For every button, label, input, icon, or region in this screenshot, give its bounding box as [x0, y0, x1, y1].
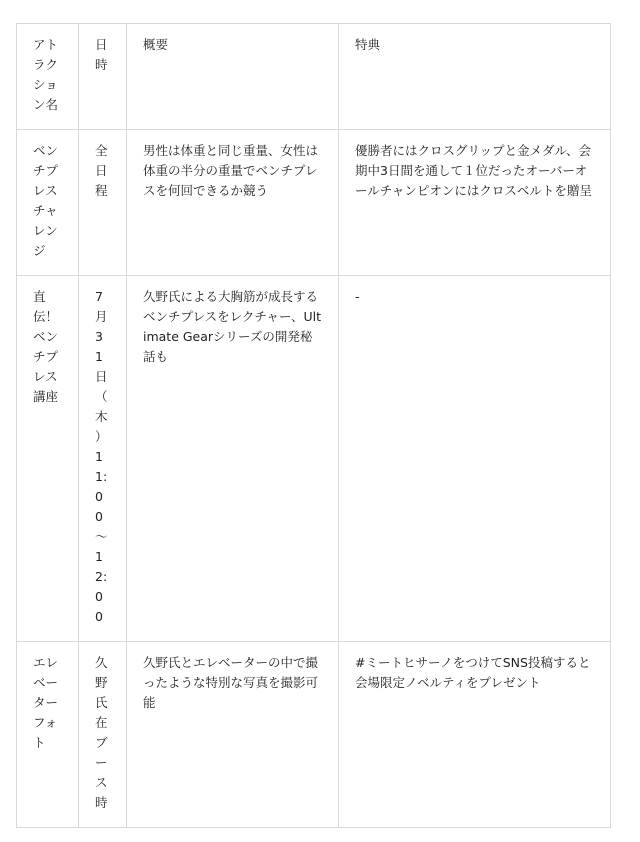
table-row — [17, 276, 611, 642]
datetime-cell: 久野氏在ブース時 — [79, 642, 127, 828]
header-summary: 概要 — [127, 24, 339, 130]
table-header-row — [17, 24, 611, 130]
header-datetime: 日時 — [79, 24, 127, 130]
table-row — [17, 130, 611, 276]
summary-cell: 男性は体重と同じ重量、女性は体重の半分の重量でベンチプレスを何回できるか競う — [127, 130, 339, 276]
perk-cell: #ミートヒサーノをつけてSNS投稿すると会場限定ノベルティをプレゼント — [339, 642, 611, 828]
datetime-cell: 全日程 — [79, 130, 127, 276]
perk-cell: - — [339, 276, 611, 642]
table-row — [17, 642, 611, 828]
perk-cell: 優勝者にはクロスグリップと金メダル、会期中3日間を通して１位だったオーバーオールチャンピオンにはクロスベルトを贈呈 — [339, 130, 611, 276]
attractions-table — [16, 23, 611, 828]
header-perk: 特典 — [339, 24, 611, 130]
summary-cell: 久野氏とエレベーターの中で撮ったような特別な写真を撮影可能 — [127, 642, 339, 828]
attraction-cell: 直伝！ベンチプレス講座 — [17, 276, 79, 642]
header-attraction: アトラクション名 — [17, 24, 79, 130]
summary-cell: 久野氏による大胸筋が成長するベンチプレスをレクチャー、Ultimate Gearシリーズの開発秘話も — [127, 276, 339, 642]
attraction-cell: ベンチプレスチャレンジ — [17, 130, 79, 276]
datetime-cell: 7月31日（木）11:00～12:00 — [79, 276, 127, 642]
attraction-cell: エレベーターフォト — [17, 642, 79, 828]
